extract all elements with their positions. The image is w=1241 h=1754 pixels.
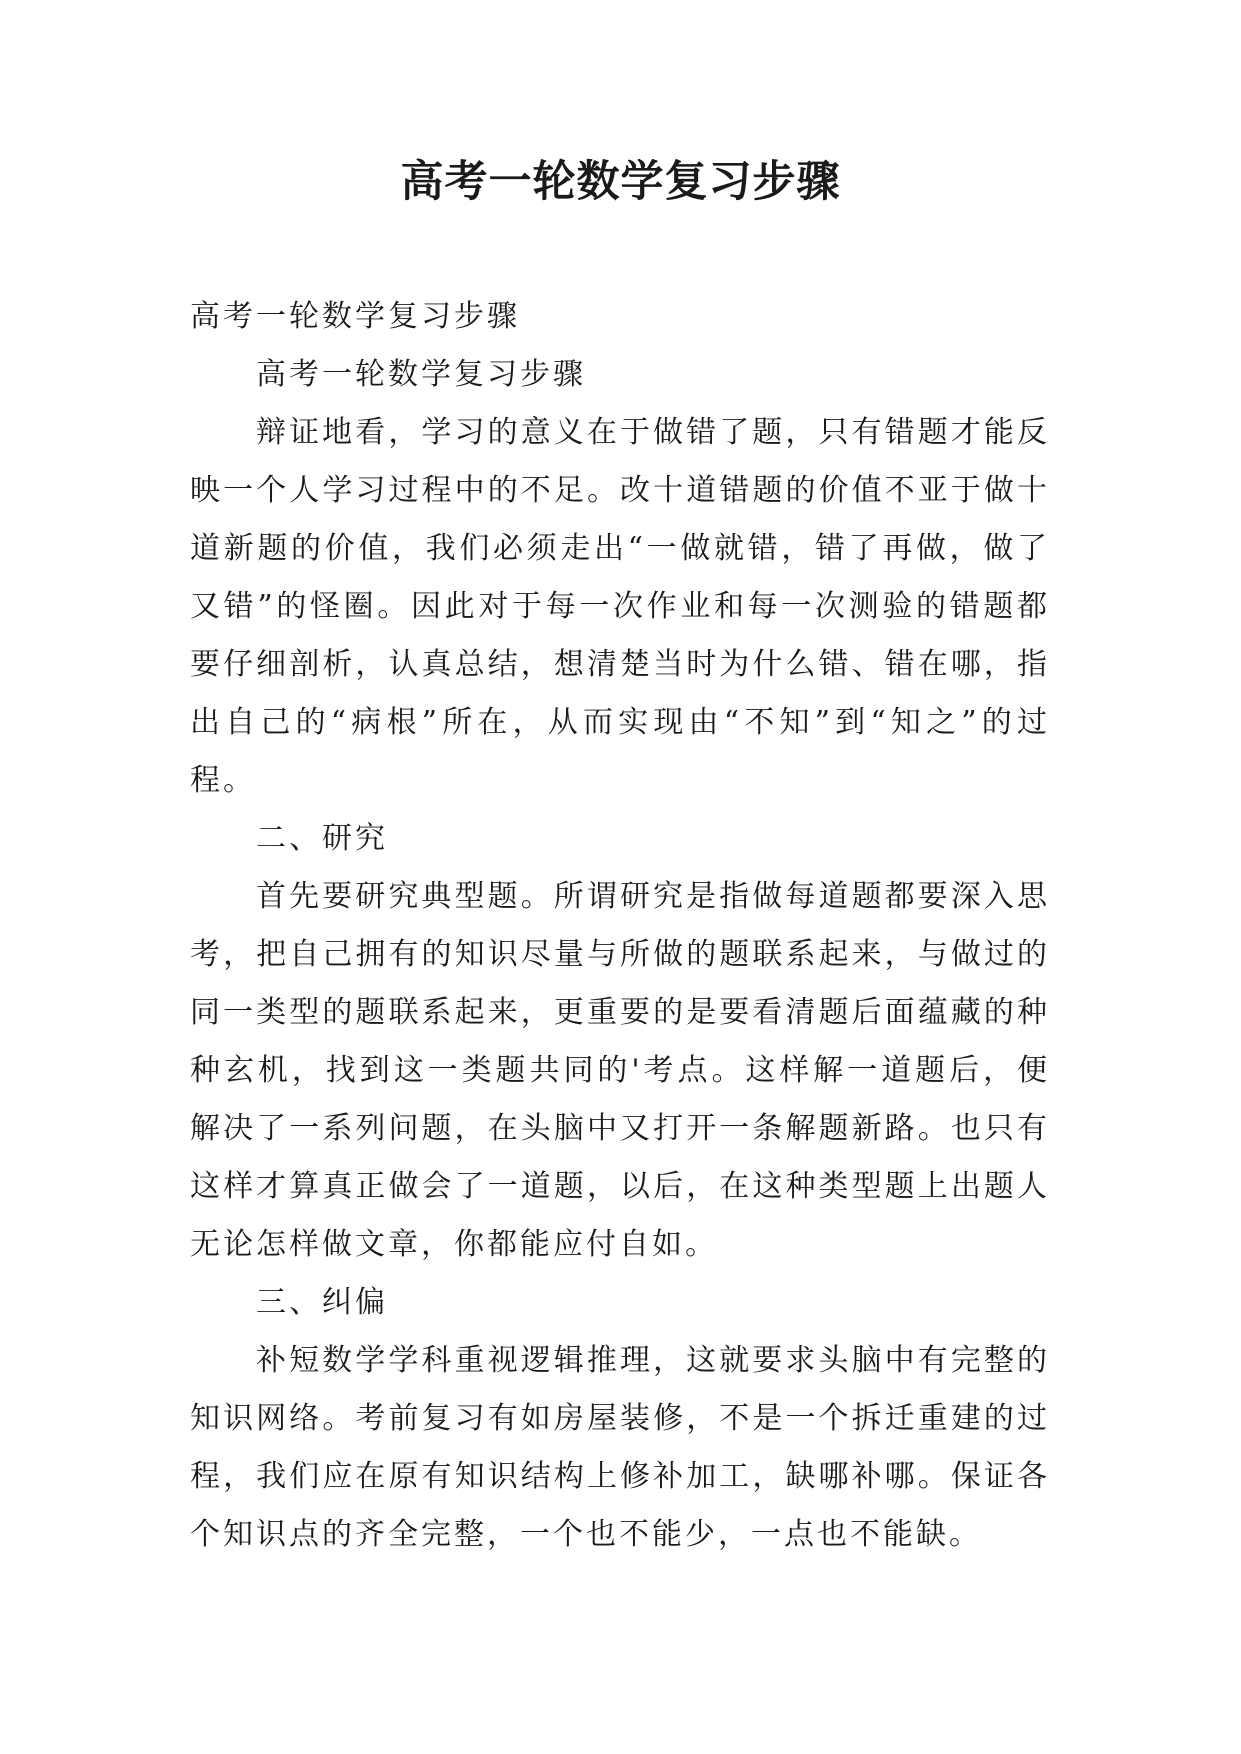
- paragraph: 补短数学学科重视逻辑推理，这就要求头脑中有完整的知识网络。考前复习有如房屋装修，不是一个拆迁重建的过程，我们应在原有知识结构上修补加工，缺哪补哪。保证各个知识点的齐全完整，一个也不能少，一点也不能缺。: [190, 1343, 1050, 1552]
- section-heading: 二、研究: [256, 821, 388, 856]
- subtitle-line: 高考一轮数学复习步骤: [190, 299, 520, 334]
- paragraph: 首先要研究典型题。所谓研究是指做每道题都要深入思考，把自己拥有的知识尽量与所做的题联系起来，与做过的同一类型的题联系起来，更重要的是要看清题后面蕴藏的种种玄机，找到这一类题共同的'考点。这样解一道题后，便解决了一系列问题，在头脑中又打开一条解题新路。也只有这样才算真正做会了一道题，以后，在这种类型题上出题人无论怎样做文章，你都能应付自如。: [190, 879, 1050, 1262]
- section-heading: 高考一轮数学复习步骤: [256, 357, 586, 392]
- paragraph: 辩证地看，学习的意义在于做错了题，只有错题才能反映一个人学习过程中的不足。改十道错题的价值不亚于做十道新题的价值，我们必须走出“一做就错，错了再做，做了又错”的怪圈。因此对于每一次作业和每一次测验的错题都要仔细剖析，认真总结，想清楚当时为什么错、错在哪，指出自己的“病根”所在，从而实现由“不知”到“知之”的过程。: [190, 415, 1050, 798]
- section-heading: 三、纠偏: [256, 1285, 388, 1320]
- document-title: 高考一轮数学复习步骤: [400, 157, 841, 207]
- document-body: [190, 288, 1050, 1564]
